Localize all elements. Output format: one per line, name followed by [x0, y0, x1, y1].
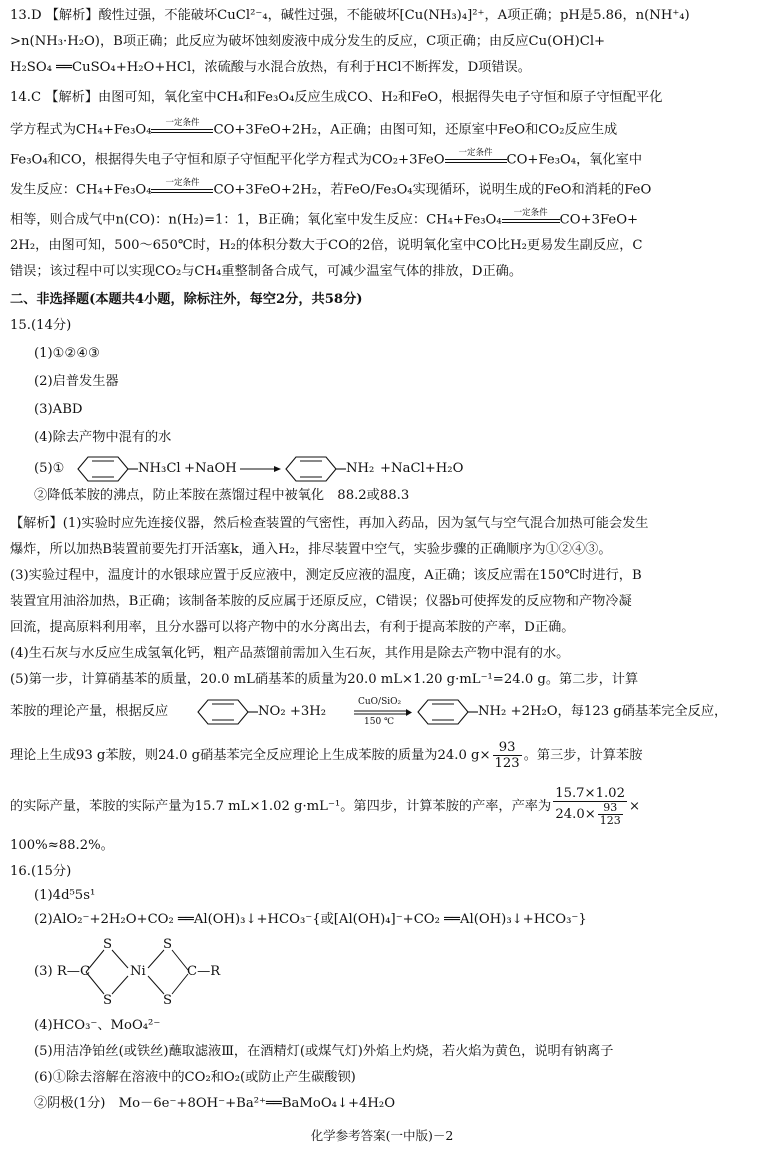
answer-label: (5)① [34, 461, 65, 476]
explain-text: NH₂ +2H₂O，每123 g硝基苯完全反应， [478, 704, 728, 719]
explain-text: 。第三步，计算苯胺 [523, 748, 643, 763]
page-footer: 化学参考答案(一中版)－2 [310, 1128, 454, 1143]
carbon-r-group: C—R [187, 964, 221, 979]
section-heading: 二、非选择题(本题共4小题，除标注外，每空2分，共58分) [10, 292, 363, 307]
q14-l5-left: 相等，则合成气中n(CO)：n(H₂)=1：1，B正确；氧化室中发生反应：CH₄+Fe₃O₄ [10, 212, 502, 228]
reactant-base: +NaOH [184, 461, 237, 476]
reactant-salt: NH₃Cl [138, 461, 181, 476]
q15-explain-1: 【解析】(1)实验时应先连接仪器，然后检查装置的气密性，再加入药品，因为氢气与空气混合加热可能会发生 [10, 516, 649, 531]
product-aniline: NH₂ [346, 461, 375, 476]
reaction-arrow: 一定条件 [502, 208, 560, 232]
q15-answer-4: (4)除去产物中混有的水 [34, 430, 172, 445]
q14-l3-left: Fe₃O₄和CO，根据得失电子守恒和原子守恒配平化学方程式为CO₂+3FeO [10, 152, 445, 168]
reaction-arrow: 一定条件 [151, 118, 213, 142]
q14-line-3 [10, 148, 756, 172]
q14-line-2 [10, 118, 756, 142]
q15-answer-1: (1)①②④③ [34, 346, 100, 361]
explain-text: × [628, 799, 641, 814]
q14-l2-right: CO+3FeO+2H₂，A正确；由图可知，还原室中FeO和CO₂反应生成 [213, 122, 618, 138]
explain-text: 理论上生成93 g苯胺，则24.0 g硝基苯完全反应理论上生成苯胺的质量为24.0 g× [10, 748, 491, 763]
q14-line-5 [10, 208, 756, 232]
q15-explain-9 [10, 740, 756, 771]
sulfur-atom: S [103, 993, 113, 1008]
explain-text: 的实际产量，苯胺的实际产量为15.7 mL×1.02 g·mL⁻¹。第四步，计算苯胺的产率，产率为 [10, 799, 552, 814]
reaction-arrow: 一定条件 [445, 148, 507, 172]
sulfur-atom: S [163, 993, 173, 1008]
catalyst-label: CuO/SiO₂ [358, 697, 402, 707]
q15-explain-3: (3)实验过程中，温度计的水银球应置于反应液中，测定反应液的温度，A正确；该反应需在150℃时进行，B [10, 568, 642, 583]
q14-line-4 [10, 178, 756, 202]
nitro-reactant: NO₂ +3H₂ [258, 704, 327, 719]
q15-explain-10 [10, 786, 756, 827]
q16-answer-2: (2)AlO₂⁻+2H₂O+CO₂ ══Al(OH)₃↓+HCO₃⁻{或[Al(OH)₄]⁻+CO₂ ══Al(OH)₃↓+HCO₃⁻} [34, 912, 587, 927]
q15-explain-5: 回流，提高原料利用率，且分水器可以将产物中的水分离出去，有利于提高苯胺的产率，D正确。 [10, 620, 575, 635]
fraction: $\frac{93}{123}$ [494, 740, 520, 771]
q15-explain-7: (5)第一步，计算硝基苯的质量，20.0 mL硝基苯的质量为20.0 mL×1.20 g·mL⁻¹=24.0 g。第二步，计算 [10, 672, 639, 687]
q14-line-6: 2H₂，由图可知，500～650℃时，H₂的体积分数大于CO的2倍，说明氧化室中CO比H₂更易发生副反应，C [10, 238, 643, 253]
q15-explain-6: (4)生石灰与水反应生成氢氧化钙，粗产品蒸馏前需加入生石灰，其作用是除去产物中混有的水。 [10, 646, 570, 661]
sulfur-atom: S [163, 937, 173, 952]
q13-line-3: H₂SO₄ ══CuSO₄+H₂O+HCl，浓硫酸与水混合放热，有利于HCl不断挥发，D项错误。 [10, 60, 531, 75]
q15-answer-5b: ②降低苯胺的沸点，防止苯胺在蒸馏过程中被氧化 88.2或88.3 [34, 488, 410, 503]
q16-answer-3-structure [34, 934, 254, 1014]
temperature-label: 150 ℃ [364, 717, 395, 727]
reaction-arrow: 一定条件 [151, 178, 213, 202]
sulfur-atom: S [103, 937, 113, 952]
explain-text: 苯胺的理论产量，根据反应 [10, 704, 169, 719]
q13-line-2: >n(NH₃·H₂O)，B项正确；此反应为破坏蚀刻废液中成分发生的反应，C项正确；由反应Cu(OH)Cl+ [10, 34, 606, 49]
q15-heading: 15.(14分) [10, 318, 72, 333]
q14-l2-left: 学方程式为CH₄+Fe₃O₄ [10, 122, 152, 138]
q15-answer-5-reaction [34, 452, 494, 486]
answer-label: (3) R—C [34, 964, 91, 979]
q14-l3-right: CO+Fe₃O₄，氧化室中 [506, 152, 643, 168]
q16-answer-6: (6)①除去溶解在溶液中的CO₂和O₂(或防止产生碳酸钡) [34, 1070, 356, 1085]
q15-explain-8 [10, 694, 754, 730]
q14-line-1: 14.C 【解析】由图可知，氧化室中CH₄和Fe₃O₄反应生成CO、H₂和FeO，根据得失电子守恒和原子守恒配平化 [10, 90, 663, 105]
q14-line-7: 错误；该过程中可以实现CO₂与CH₄重整制备合成气，可减少温室气体的排放，D正确。 [10, 264, 523, 279]
q16-answer-7: ②阴极(1分) Mo－6e⁻+8OH⁻+Ba²⁺══BaMoO₄↓+4H₂O [34, 1096, 396, 1111]
q15-answer-2: (2)启普发生器 [34, 374, 119, 389]
q14-l5-right: CO+3FeO+ [559, 212, 639, 228]
product-rest: +NaCl+H₂O [380, 461, 464, 476]
q14-l4-right: CO+3FeO+2H₂，若FeO/Fe₃O₄实现循环，说明生成的FeO和消耗的FeO [213, 182, 652, 198]
q13-line-1: 13.D 【解析】酸性过强，不能破坏CuCl²⁻₄，碱性过强，不能破坏[Cu(NH₃)₄]²⁺，A项正确；pH是5.86，n(NH⁺₄) [10, 8, 690, 23]
q16-answer-1: (1)4d⁵5s¹ [34, 888, 96, 903]
q15-answer-3: (3)ABD [34, 402, 83, 417]
q16-answer-4: (4)HCO₃⁻、MoO₄²⁻ [34, 1018, 161, 1033]
q15-explain-2: 爆炸，所以加热B装置前要先打开活塞k，通入H₂，排尽装置中空气，实验步骤的正确顺序为①②④③。 [10, 542, 612, 557]
q16-answer-5: (5)用洁净铂丝(或铁丝)蘸取滤液Ⅲ，在酒精灯(或煤气灯)外焰上灼烧，若火焰为黄色，说明有钠离子 [34, 1044, 614, 1059]
q14-l4-left: 发生反应：CH₄+Fe₃O₄ [10, 182, 152, 198]
yield-fraction: 15.7×1.02 24.0× $\frac{93}{123}$ [555, 786, 625, 827]
q16-heading: 16.(15分) [10, 864, 72, 879]
nickel-atom: Ni [130, 964, 146, 979]
q15-explain-11: 100%≈88.2%。 [10, 838, 114, 853]
q15-explain-4: 装置宜用油浴加热，B正确；该制备苯胺的反应属于还原反应，C错误；仪器b可使挥发的反应物和产物冷凝 [10, 594, 632, 609]
